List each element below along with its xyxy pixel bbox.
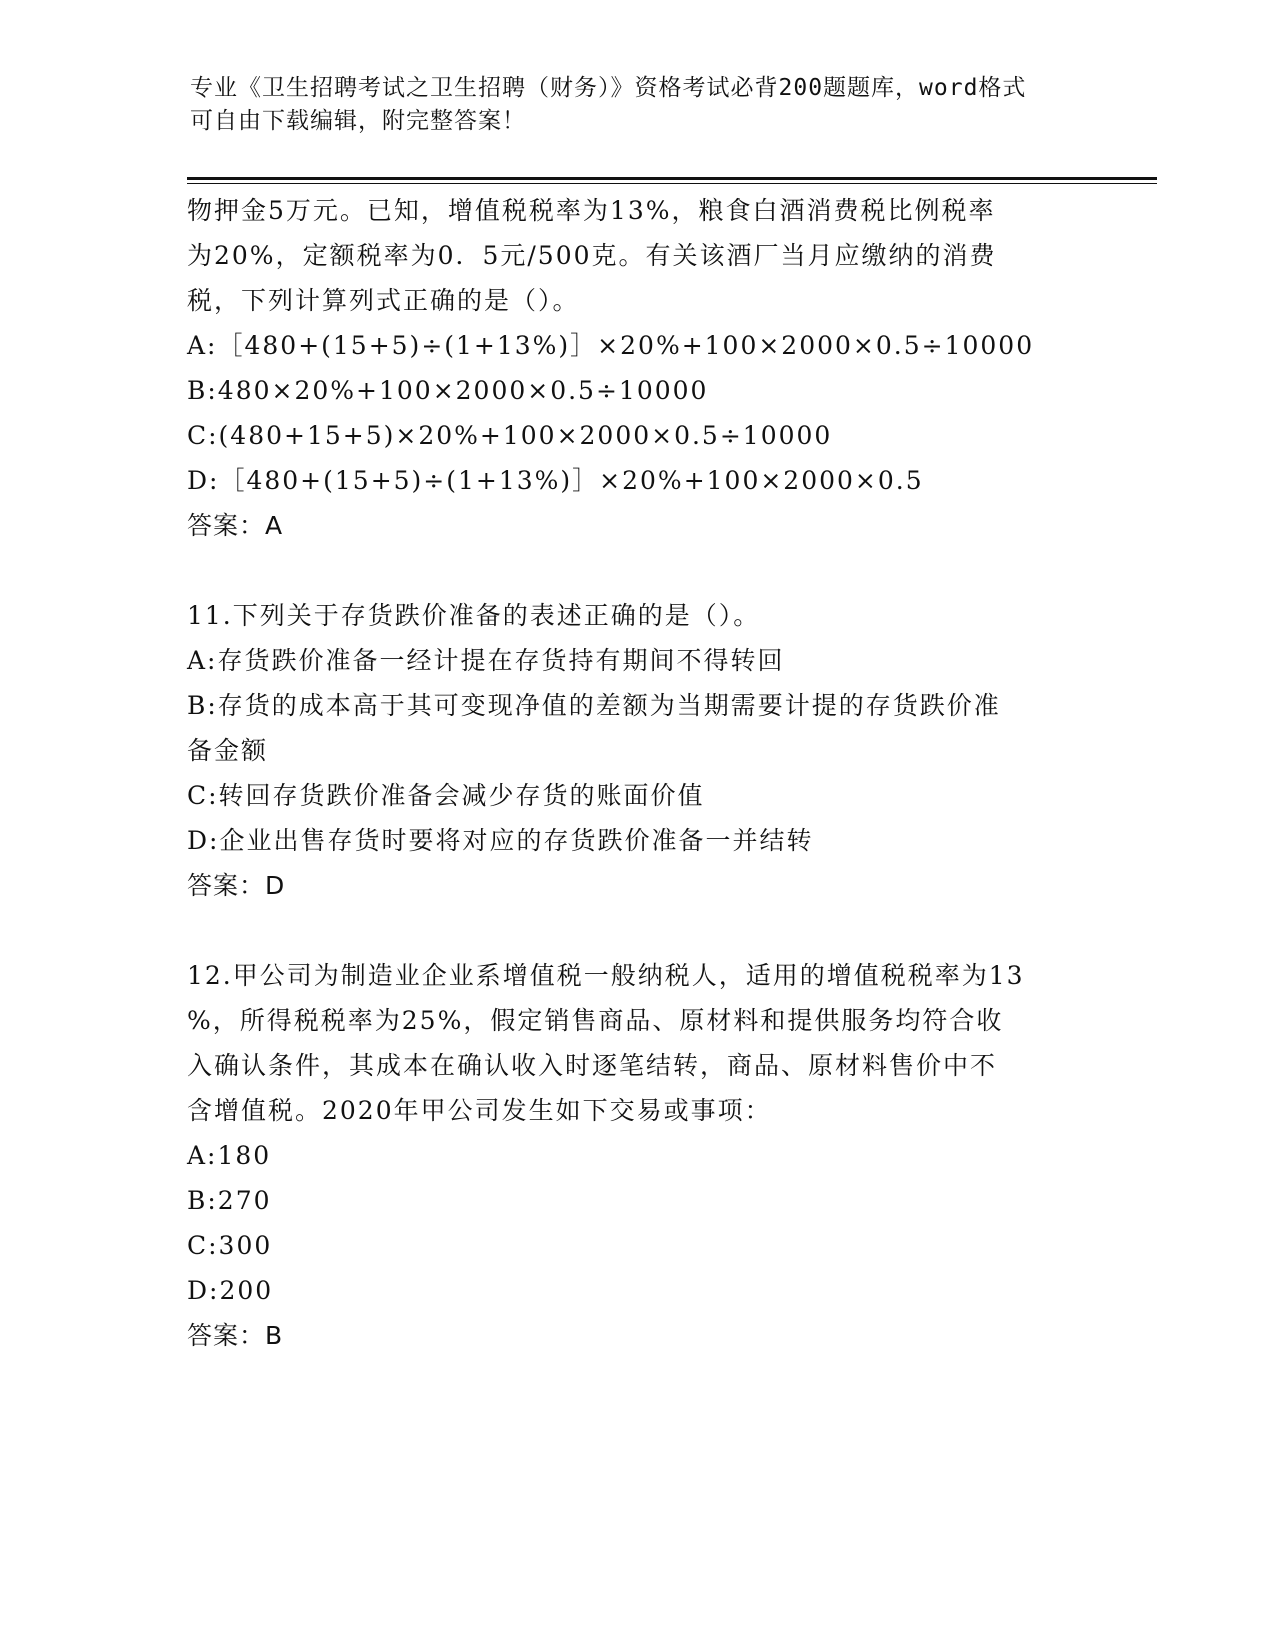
question-11 [187, 593, 1087, 908]
question-10-stem-line-1: 物押金5万元。已知，增值税税率为13%，粮食白酒消费税比例税率 [187, 196, 996, 225]
question-12-stem-line-2: %，所得税税率为25%，假定销售商品、原材料和提供服务均符合收 [187, 1006, 1004, 1035]
question-12-option-c: C:300 [187, 1231, 273, 1260]
question-11-option-d: D:企业出售存货时要将对应的存货跌价准备一并结转 [187, 826, 814, 855]
question-10-option-c: C:(480+15+5)×20%+100×2000×0.5÷10000 [187, 421, 833, 450]
spacer [187, 908, 1087, 953]
question-10-option-d: D:［480+(15+5)÷(1+13%)］×20%+100×2000×0.5 [187, 466, 924, 495]
question-10 [187, 188, 1087, 548]
question-11-answer: 答案：D [187, 871, 286, 900]
header-rule-thick [187, 177, 1157, 180]
question-10-stem-line-2: 为20%，定额税率为0．5元/500克。有关该酒厂当月应缴纳的消费 [187, 241, 997, 270]
document-body [187, 188, 1087, 1358]
header-rule-thin [187, 183, 1157, 184]
question-12 [187, 953, 1087, 1358]
question-12-stem-line-3: 入确认条件，其成本在确认收入时逐笔结转，商品、原材料售价中不 [187, 1051, 998, 1080]
spacer [187, 548, 1087, 593]
document-header [190, 72, 1070, 138]
question-12-option-a: A:180 [187, 1141, 272, 1170]
question-11-stem: 11.下列关于存货跌价准备的表述正确的是（）。 [187, 601, 761, 630]
question-12-answer: 答案：B [187, 1321, 284, 1350]
question-11-option-a: A:存货跌价准备一经计提在存货持有期间不得转回 [187, 646, 785, 675]
question-10-answer: 答案：A [187, 511, 284, 540]
question-11-option-b-line-1: B:存货的成本高于其可变现净值的差额为当期需要计提的存货跌价准 [187, 691, 1001, 720]
question-12-option-b: B:270 [187, 1186, 272, 1215]
header-title-line-2: 可自由下载编辑，附完整答案！ [190, 108, 526, 134]
question-11-option-b-line-2: 备金额 [187, 736, 269, 765]
question-12-stem-line-1: 12.甲公司为制造业企业系增值税一般纳税人，适用的增值税税率为13 [187, 961, 1025, 990]
header-title-line-1: 专业《卫生招聘考试之卫生招聘（财务）》资格考试必背200题题库，word格式 [190, 75, 1027, 101]
question-12-stem-line-4: 含增值税。2020年甲公司发生如下交易或事项： [187, 1096, 772, 1125]
question-10-option-b: B:480×20%+100×2000×0.5÷10000 [187, 376, 709, 405]
question-10-stem-line-3: 税，下列计算列式正确的是（）。 [187, 286, 580, 315]
question-10-option-a: A:［480+(15+5)÷(1+13%)］×20%+100×2000×0.5÷10000 [187, 331, 1035, 360]
question-11-option-c: C:转回存货跌价准备会减少存货的账面价值 [187, 781, 705, 810]
question-12-option-d: D:200 [187, 1276, 274, 1305]
